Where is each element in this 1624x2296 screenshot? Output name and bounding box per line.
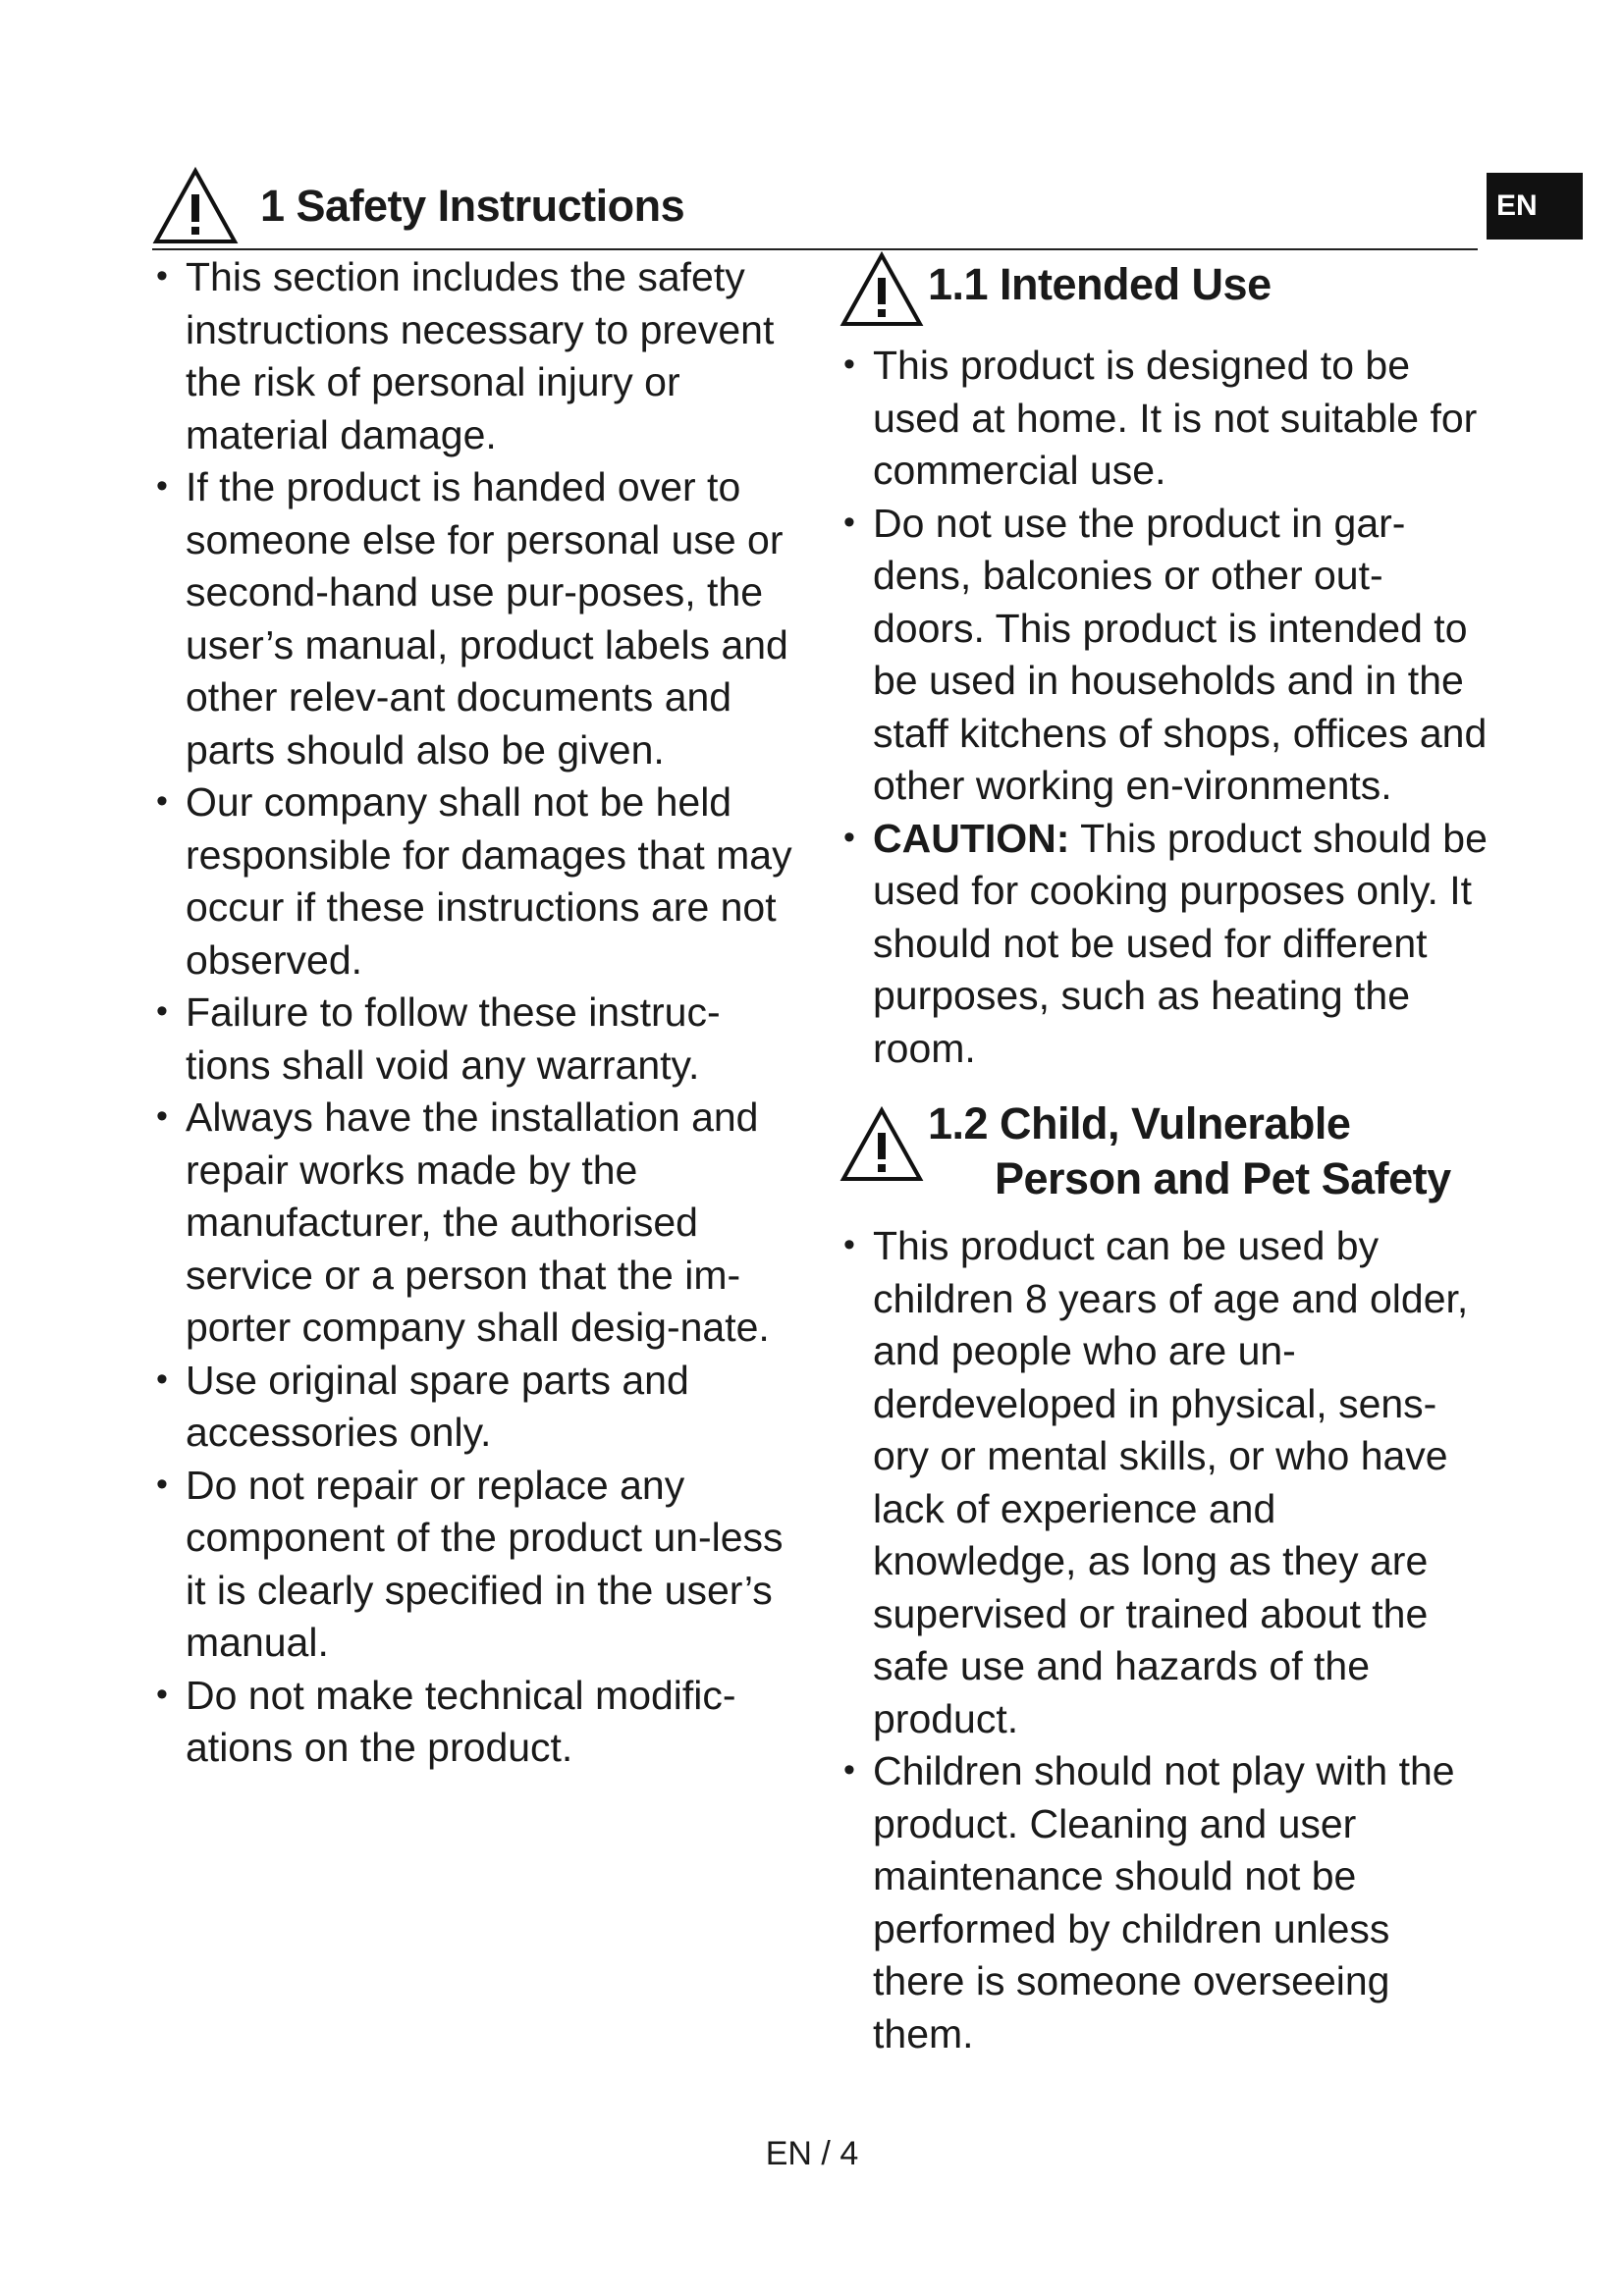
list-item-text: Children should not play with the product. Cleaning and user maintenance should not be performed by children unless there is someone overseeing them.: [873, 1748, 1455, 2056]
caution-label: CAUTION:: [873, 815, 1070, 861]
heading-divider: [152, 248, 1478, 250]
subheading-intended-use: [839, 251, 1488, 328]
subheading-line-2: Person and Pet Safety: [995, 1153, 1451, 1203]
child-safety-list: [839, 1220, 1488, 2060]
list-item-text: This section includes the safety instructions necessary to prevent the risk of personal injury or material damage.: [186, 254, 775, 457]
list-item: [839, 340, 1488, 498]
list-item-text: Do not make technical modific-ations on the product.: [186, 1672, 736, 1770]
list-item-text: This product is designed to be used at home. It is not suitable for commercial use.: [873, 343, 1478, 493]
list-item: [152, 251, 800, 461]
list-item: [839, 1220, 1488, 1745]
list-item: [839, 498, 1488, 813]
list-item: [152, 987, 800, 1092]
subheading-title: [928, 1096, 1451, 1206]
list-item: [152, 1092, 800, 1355]
list-item: [152, 1355, 800, 1460]
warning-icon: [152, 167, 239, 245]
section-heading: [152, 165, 684, 247]
list-item: [152, 1460, 800, 1670]
intended-use-list: [839, 340, 1488, 1075]
list-item: [839, 813, 1488, 1076]
subheading-child-safety: [839, 1096, 1488, 1206]
list-item: [839, 1745, 1488, 2060]
language-tab: EN: [1487, 173, 1583, 240]
list-item-text: Do not use the product in gar-dens, balconies or other out-doors. This product is intended to be used in households and in the staff kitchens of shops, offices and other working en-vironments.: [873, 500, 1488, 808]
list-item-text: Failure to follow these instruc-tions shall void any warranty.: [186, 989, 721, 1088]
left-column: [152, 251, 800, 1775]
page-title: 1 Safety Instructions: [260, 181, 685, 231]
list-item-text: Always have the installation and repair works made by the manufacturer, the authorised service or a person that the im-porter company shall desig-nate.: [186, 1095, 770, 1350]
list-item: [152, 1670, 800, 1775]
safety-list: [152, 251, 800, 1775]
warning-icon: [839, 251, 924, 328]
page-number: EN / 4: [765, 2135, 859, 2172]
list-item-text: Do not repair or replace any component of the product un-less it is clearly specified in the user’s manual.: [186, 1462, 784, 1665]
list-item-text: Use original spare parts and accessories only.: [186, 1357, 689, 1455]
list-item: [152, 461, 800, 776]
caution-text: This product should be used for cooking purposes only. It should not be used for different purposes, such as heating the room.: [873, 815, 1488, 1071]
list-item-text: Our company shall not be held responsible for damages that may occur if these instructions are not observed.: [186, 779, 792, 983]
list-item: [152, 776, 800, 987]
list-item-text: If the product is handed over to someone else for personal use or second-hand use pur-poses, the user’s manual, product labels and other relev-ant documents and parts should also be given.: [186, 464, 788, 773]
right-column: [839, 251, 1488, 2060]
subheading-line-1: 1.2 Child, Vulnerable: [928, 1098, 1351, 1148]
warning-icon: [839, 1106, 924, 1183]
list-item-text: This product can be used by children 8 years of age and older, and people who are un-derdeveloped in physical, sens-ory or mental skills, or who have lack of experience and knowledge, as long as they are supervised or trained about the safe use and hazards of the product.: [873, 1223, 1469, 1741]
subheading-title: 1.1 Intended Use: [928, 259, 1272, 309]
